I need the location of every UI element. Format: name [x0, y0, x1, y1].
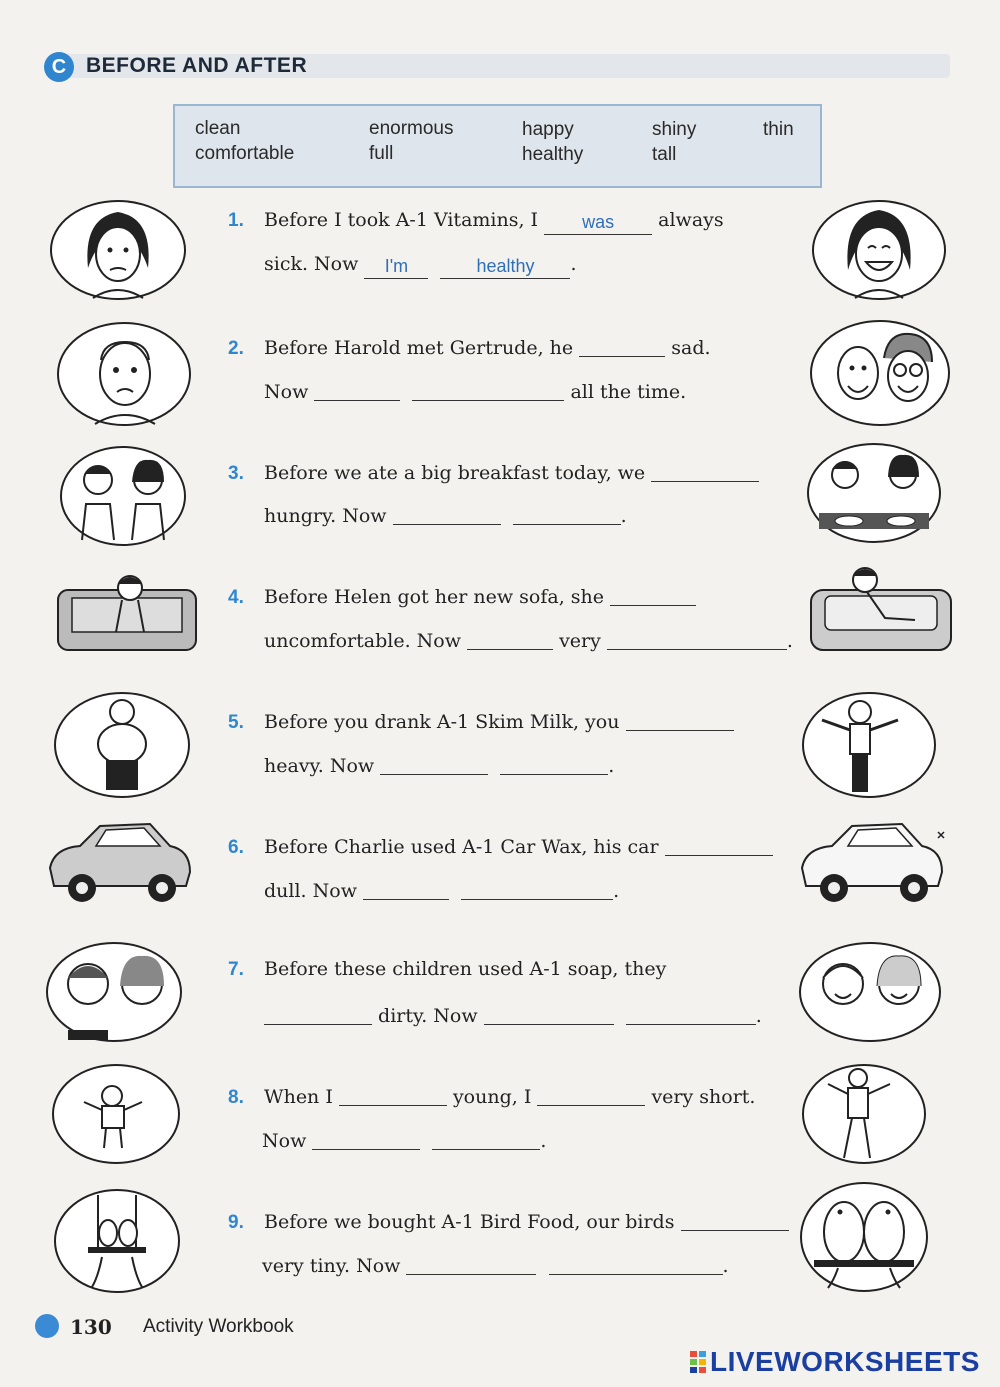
item-text: dirty. Now	[378, 1005, 478, 1027]
item-number: 5.	[228, 712, 244, 733]
answer-blank[interactable]	[484, 1004, 614, 1025]
answer-blank[interactable]	[380, 754, 488, 775]
item-number: 9.	[228, 1212, 244, 1233]
item-8-line-2	[262, 1129, 546, 1151]
answer-blank[interactable]	[364, 258, 428, 279]
item-number: 8.	[228, 1087, 244, 1108]
answer-text: I'm	[384, 256, 409, 276]
woman-sad-picture	[48, 198, 188, 302]
item-text: Before Harold met Gertrude, he	[264, 337, 574, 359]
helen-old-sofa-picture	[52, 562, 202, 662]
item-text: very	[559, 630, 601, 652]
item-6	[228, 835, 773, 857]
item-text: sad.	[671, 337, 711, 359]
item-1	[228, 211, 724, 235]
item-text: hungry. Now	[264, 505, 387, 527]
item-text: Before we ate a big breakfast today, we	[264, 462, 646, 484]
item-8	[228, 1085, 755, 1107]
answer-blank[interactable]	[312, 1129, 420, 1150]
shiny-car-picture	[792, 812, 948, 908]
item-text: young, I	[452, 1086, 532, 1108]
woman-happy-picture	[810, 198, 948, 302]
word-healthy: healthy	[522, 144, 584, 165]
answer-blank[interactable]	[412, 380, 564, 401]
section-title: BEFORE AND AFTER	[86, 54, 308, 77]
word-box	[173, 104, 822, 188]
item-text: dull. Now	[264, 880, 357, 902]
item-text: heavy. Now	[264, 755, 375, 777]
item-7-line-2	[264, 1004, 762, 1026]
item-5	[228, 710, 734, 732]
dull-car-picture	[40, 812, 196, 908]
item-1-line-2	[264, 255, 577, 279]
answer-blank[interactable]	[264, 1004, 372, 1025]
answer-blank[interactable]	[432, 1129, 540, 1150]
item-9	[228, 1210, 789, 1232]
tiny-birds-picture	[52, 1187, 182, 1295]
helen-new-sofa-picture	[805, 562, 957, 662]
item-text: Now	[262, 1130, 307, 1152]
answer-blank[interactable]	[579, 336, 665, 357]
item-number: 4.	[228, 587, 244, 608]
answer-blank[interactable]	[440, 258, 570, 279]
item-text: .	[608, 755, 615, 777]
liveworksheets-logo-text: LIVEWORKSHEETS	[710, 1346, 980, 1377]
book-title: Activity Workbook	[143, 1316, 294, 1337]
footer-dot	[35, 1314, 59, 1338]
item-text: all the time.	[570, 381, 687, 403]
answer-blank[interactable]	[607, 629, 787, 650]
word-shiny: shiny	[652, 119, 697, 140]
item-text: Now	[264, 381, 309, 403]
heavy-man-picture	[52, 690, 192, 800]
couple-full-picture	[805, 441, 943, 545]
answer-blank[interactable]	[363, 879, 449, 900]
item-text: Before you drank A-1 Skim Milk, you	[264, 711, 620, 733]
item-number: 7.	[228, 959, 244, 980]
answer-blank[interactable]	[339, 1085, 447, 1106]
liveworksheets-logo-icon	[690, 1351, 708, 1373]
answer-blank[interactable]	[626, 710, 734, 731]
answer-blank[interactable]	[513, 504, 621, 525]
item-4-line-2	[264, 629, 793, 651]
answer-blank[interactable]	[681, 1210, 789, 1231]
answer-blank[interactable]	[467, 629, 553, 650]
answer-blank[interactable]	[549, 1254, 723, 1275]
thin-man-picture	[800, 690, 938, 800]
item-text: uncomfortable. Now	[264, 630, 461, 652]
item-text: .	[755, 1005, 762, 1027]
item-3	[228, 461, 759, 483]
item-text: Before these children used A-1 soap, they	[264, 958, 667, 980]
item-text: Before Charlie used A-1 Car Wax, his car	[264, 836, 659, 858]
answer-blank[interactable]	[626, 1004, 756, 1025]
item-text: .	[540, 1130, 547, 1152]
answer-blank[interactable]	[406, 1254, 536, 1275]
answer-blank[interactable]	[461, 879, 613, 900]
item-text: .	[722, 1255, 729, 1277]
item-text: .	[620, 505, 627, 527]
answer-blank[interactable]	[610, 585, 696, 606]
word-clean: clean	[195, 118, 241, 139]
item-text: Before we bought A-1 Bird Food, our birds	[264, 1211, 675, 1233]
item-text: Before I took A-1 Vitamins, I	[264, 209, 539, 231]
answer-blank[interactable]	[314, 380, 400, 401]
item-2	[228, 336, 711, 358]
item-text: sick. Now	[264, 253, 359, 275]
item-text: When I	[264, 1086, 333, 1108]
item-7	[228, 960, 666, 979]
liveworksheets-logo[interactable]	[690, 1346, 980, 1378]
word-full: full	[369, 143, 394, 164]
item-text: very tiny. Now	[262, 1255, 401, 1277]
short-boy-picture	[50, 1062, 182, 1166]
item-3-line-2	[264, 504, 627, 526]
item-text: very short.	[651, 1086, 756, 1108]
word-happy: happy	[522, 119, 574, 140]
item-text: Before Helen got her new sofa, she	[264, 586, 605, 608]
item-text: .	[570, 253, 577, 275]
word-enormous: enormous	[369, 118, 454, 139]
word-comfortable: comfortable	[195, 143, 295, 164]
answer-blank[interactable]	[665, 835, 773, 856]
section-badge: C	[44, 52, 74, 82]
enormous-birds-picture	[798, 1180, 930, 1294]
item-6-line-2	[264, 879, 619, 901]
word-thin: thin	[763, 119, 794, 140]
harold-gertrude-happy-picture	[808, 318, 952, 428]
item-number: 6.	[228, 837, 244, 858]
item-number: 3.	[228, 463, 244, 484]
answer-blank[interactable]	[537, 1085, 645, 1106]
clean-children-picture	[797, 940, 943, 1044]
item-9-line-2	[262, 1254, 729, 1276]
answer-blank[interactable]	[393, 504, 501, 525]
dirty-children-picture	[44, 940, 184, 1044]
answer-blank[interactable]	[651, 461, 759, 482]
item-text: .	[786, 630, 793, 652]
word-tall: tall	[652, 144, 677, 165]
couple-hungry-picture	[58, 444, 188, 548]
answer-text: healthy	[476, 256, 535, 276]
answer-blank[interactable]	[500, 754, 608, 775]
item-5-line-2	[264, 754, 614, 776]
item-2-line-2	[264, 380, 686, 402]
item-text: .	[613, 880, 620, 902]
item-number: 2.	[228, 338, 244, 359]
answer-text: was	[582, 212, 615, 232]
page-number: 130	[70, 1315, 112, 1339]
item-number: 1.	[228, 210, 244, 231]
item-text: always	[658, 209, 724, 231]
answer-blank[interactable]	[544, 214, 652, 235]
item-4	[228, 585, 696, 607]
tall-man-picture	[800, 1062, 928, 1166]
harold-sad-picture	[55, 320, 193, 428]
